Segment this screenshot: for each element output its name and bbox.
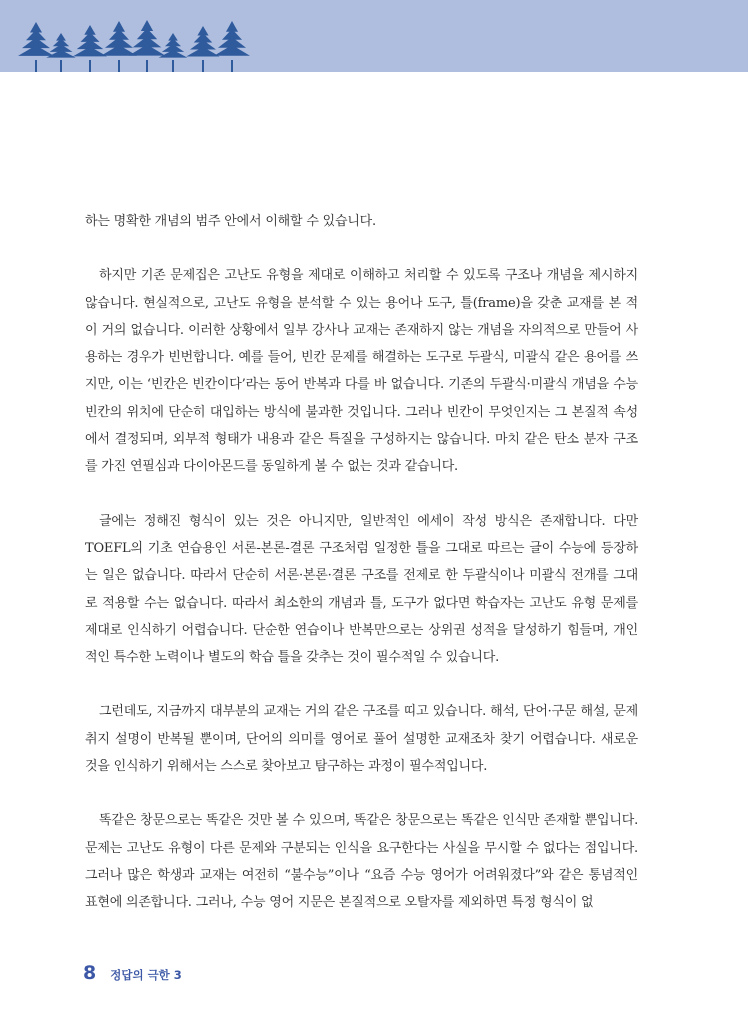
tree-decoration (0, 0, 260, 72)
book-title: 정답의 극한 3 (110, 968, 182, 982)
pine-tree-icon (159, 33, 188, 72)
paragraph-1: 하는 명확한 개념의 범주 안에서 이해할 수 있습니다. (85, 214, 376, 229)
page-body (85, 208, 638, 917)
paragraph-2: 하지만 기존 문제집은 고난도 유형을 제대로 이해하고 처리할 수 있도록 구조나 개념을 제시하지 않습니다. 현실적으로, 고난도 유형을 분석할 수 있는 용어나 도구, 틀(frame)을 갖춘 교재를 본 적이 거의 없습니다. 이러한 상황에서 일부 강사나 교재는 존재하지 않는 개념을 자의적으로 만들어 사용하는 경우가 빈번합니다. 예를 들어, 빈칸 문제를 해결하는 도구로 두괄식, 미괄식 같은 용어를 쓰지만, 이는 ‘빈칸은 빈칸이다’라는 동어 반복과 다를 바 없습니다. 기존의 두괄식·미괄식 개념을 수능 빈칸의 위치에 단순히 대입하는 방식에 불과한 것입니다. 그러나 빈칸이 무엇인지는 그 본질적 속성에서 결정되며, 외부적 형태가 내용과 같은 특질을 구성하지는 않습니다. 마치 같은 탄소 분자 구조를 가진 연필심과 다이아몬드를 동일하게 볼 수 없는 것과 같습니다. (85, 268, 638, 475)
pine-tree-icon (129, 20, 166, 72)
paragraph-3: 글에는 정해진 형식이 있는 것은 아니지만, 일반적인 에세이 작성 방식은 존재합니다. 다만 TOEFL의 기초 연습용인 서론-본론-결론 구조처럼 일정한 틀을 그대로 따르는 글이 수능에 등장하는 일은 없습니다. 따라서 단순히 서론·본론·결론 구조를 전제로 한 두괄식이나 미괄식 전개를 그대로 적용할 수는 없습니다. 따라서 최소한의 개념과 틀, 도구가 없다면 학습자는 고난도 유형 문제를 제대로 인식하기 어렵습니다. 단순한 연습이나 반복만으로는 상위권 성적을 달성하기 힘들며, 개인적인 특수한 노력이나 별도의 학습 틀을 갖추는 것이 필수적일 수 있습니다. (85, 513, 638, 666)
pine-tree-icon (214, 21, 250, 72)
page-footer (83, 962, 182, 992)
page-number: 8 (83, 962, 97, 984)
pine-tree-icon (18, 22, 54, 72)
paragraph-5: 똑같은 창문으로는 똑같은 것만 볼 수 있으며, 똑같은 창문으로는 똑같은 인식만 존재할 뿐입니다. 문제는 고난도 유형이 다른 문제와 구분되는 인식을 요구한다는 사실을 무시할 수 없다는 점입니다. 그러나 많은 학생과 교재는 여전히 “불수능”이나 “요즘 수능 영어가 어려워졌다”와 같은 통념적인 표현에 의존합니다. 그러나, 수능 영어 지문은 본질적으로 오탈자를 제외하면 특정 형식이 없 (85, 813, 638, 911)
pine-tree-icon (101, 21, 137, 72)
header-band (0, 0, 748, 72)
pine-tree-icon (46, 33, 76, 72)
pine-tree-icon (73, 25, 107, 72)
paragraph-4: 그런데도, 지금까지 대부분의 교재는 거의 같은 구조를 띠고 있습니다. 해석, 단어·구문 해설, 문제 취지 설명이 반복될 뿐이며, 단어의 의미를 영어로 풀어 설명한 교재조차 찾기 어렵습니다. 새로운 것을 인식하기 위해서는 스스로 찾아보고 탐구하는 과정이 필수적입니다. (85, 704, 638, 775)
pine-tree-icon (186, 26, 219, 72)
